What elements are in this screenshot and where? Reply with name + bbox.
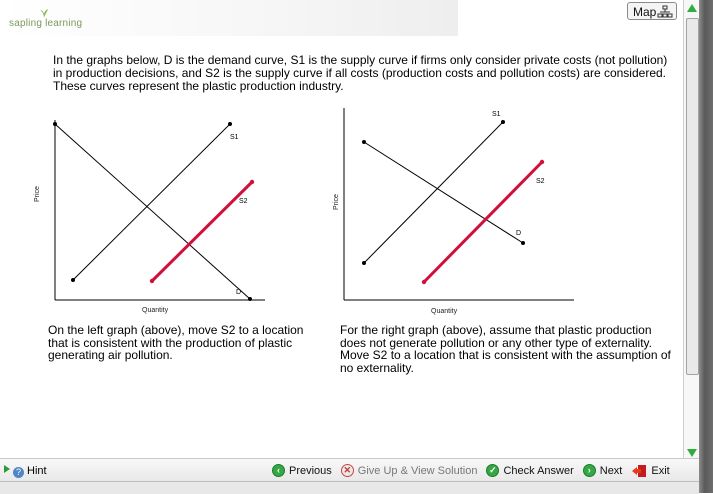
left-s1-handle-bottom[interactable] bbox=[71, 278, 75, 282]
expand-arrow-icon bbox=[4, 465, 10, 473]
previous-button[interactable] bbox=[272, 464, 332, 477]
navigation-buttons bbox=[272, 459, 679, 482]
map-button[interactable] bbox=[627, 2, 677, 20]
sapling-learning-logo bbox=[9, 18, 82, 29]
right-s1-curve[interactable] bbox=[364, 122, 503, 263]
left-s2-handle-top[interactable] bbox=[250, 180, 254, 184]
next-button[interactable] bbox=[583, 464, 623, 477]
left-s1-handle-top[interactable] bbox=[228, 122, 232, 126]
give-up-x-icon: ✕ bbox=[341, 464, 354, 477]
logo-text: sapling learning bbox=[9, 18, 83, 29]
bottom-navigation-bar bbox=[0, 458, 699, 482]
scrollbar-thumb[interactable] bbox=[686, 18, 699, 375]
header-band bbox=[0, 0, 458, 36]
left-x-axis-label: Quantity bbox=[142, 307, 169, 314]
right-s1-label: S1 bbox=[492, 111, 501, 118]
give-up-button[interactable] bbox=[341, 464, 478, 477]
left-s1-label: S1 bbox=[230, 134, 239, 141]
check-answer-label: Check Answer bbox=[503, 464, 574, 477]
scroll-up-arrow-icon[interactable] bbox=[684, 1, 700, 17]
left-demand-handle-bottom[interactable] bbox=[248, 297, 252, 301]
right-demand-curve[interactable] bbox=[364, 142, 523, 243]
question-intro-text: In the graphs below, D is the demand curve, S1 is the supply curve if firms only consider private costs (not pollution) in production decisions, and S2 is the supply curve if all costs (production costs and pollution costs) are considered. These curves represent the plastic production industry. bbox=[53, 53, 668, 93]
hint-label: Hint bbox=[27, 465, 47, 477]
right-x-axis-label: Quantity bbox=[431, 308, 458, 315]
exit-door-icon bbox=[631, 464, 647, 478]
hint-button[interactable] bbox=[4, 465, 47, 478]
checkmark-icon: ✓ bbox=[486, 464, 499, 477]
left-s2-curve[interactable] bbox=[152, 182, 252, 281]
previous-arrow-icon: ‹ bbox=[272, 464, 285, 477]
right-graph-instruction: For the right graph (above), assume that plastic production does not generate pollution or any other type of externality. Move S2 to a location that is consistent with the assumption of no externality. bbox=[340, 323, 671, 375]
left-d-label: D bbox=[236, 289, 242, 296]
next-label: Next bbox=[599, 464, 623, 477]
right-d-label: D bbox=[516, 230, 522, 237]
exit-label: Exit bbox=[651, 464, 670, 477]
window-frame-bottom bbox=[0, 481, 699, 494]
right-s1-handle-top[interactable] bbox=[501, 120, 505, 124]
left-s2-label: S2 bbox=[239, 198, 248, 205]
question-icon: ? bbox=[13, 467, 24, 478]
right-s2-curve[interactable] bbox=[424, 162, 542, 282]
window-frame-right bbox=[699, 0, 713, 493]
right-s2-handle-bottom[interactable] bbox=[422, 280, 426, 284]
leaf-icon bbox=[39, 9, 49, 18]
next-arrow-icon: › bbox=[583, 464, 596, 477]
sitemap-icon bbox=[657, 5, 673, 19]
vertical-scrollbar[interactable] bbox=[683, 0, 700, 462]
exit-button[interactable] bbox=[631, 464, 669, 478]
previous-label: Previous bbox=[289, 464, 332, 477]
left-s2-handle-bottom[interactable] bbox=[150, 279, 154, 283]
right-s2-handle-top[interactable] bbox=[540, 160, 544, 164]
left-demand-handle-top[interactable] bbox=[53, 122, 57, 126]
right-s1-handle-bottom[interactable] bbox=[362, 261, 366, 265]
right-demand-handle-bottom[interactable] bbox=[521, 241, 525, 245]
right-s2-label: S2 bbox=[536, 178, 545, 185]
check-answer-button[interactable] bbox=[486, 464, 573, 477]
left-s1-curve[interactable] bbox=[73, 124, 230, 280]
right-y-axis-label: Price bbox=[333, 194, 340, 210]
map-button-label: Map bbox=[633, 5, 657, 19]
left-y-axis-label: Price bbox=[34, 186, 41, 202]
right-graph bbox=[330, 100, 600, 315]
give-up-label: Give Up & View Solution bbox=[357, 464, 478, 477]
right-demand-handle-top[interactable] bbox=[362, 140, 366, 144]
left-graph bbox=[40, 100, 310, 315]
left-graph-instruction: On the left graph (above), move S2 to a location that is consistent with the production of plastic generating air pollution. bbox=[48, 323, 304, 362]
